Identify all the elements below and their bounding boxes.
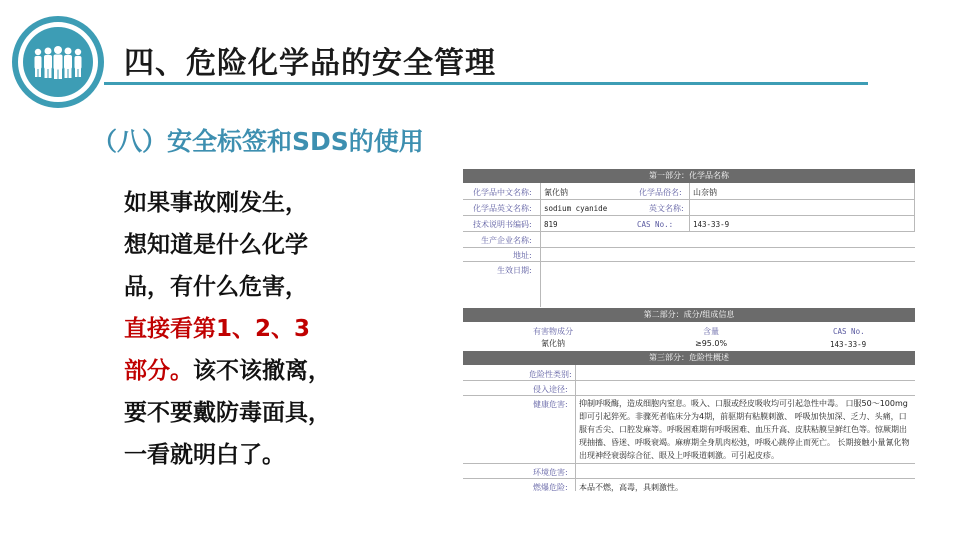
sds-col-component: 有害物成分	[533, 327, 573, 336]
grid-line	[463, 463, 915, 464]
sds-en-name-value: sodium cyanide	[544, 204, 608, 213]
sds-fire-text: 本品不燃，高毒，具刺激性。	[579, 483, 683, 492]
sds-common-name-value: 山奈钠	[693, 188, 717, 197]
sds-tech-no-label: 技术说明书编码:	[473, 220, 532, 229]
grid-line	[463, 247, 915, 248]
grid-line	[540, 183, 541, 307]
sds-fire-label: 燃爆危险:	[533, 483, 568, 492]
sds-en-name-label: 化学品英文名称:	[473, 204, 532, 213]
body-line-5	[124, 350, 454, 392]
sds-hazard-class-label: 危险性类别:	[529, 370, 572, 379]
sds-common-name-label: 化学品俗名:	[639, 188, 682, 197]
page-title: 四、危险化学品的安全管理	[124, 46, 496, 81]
sds-cas-value: 143-33-9	[693, 220, 730, 229]
sds-col-content: 含量	[703, 327, 719, 336]
body-line-5-rest: 该不该撤离，	[193, 358, 331, 384]
title-divider	[104, 82, 868, 85]
sds-route-label: 侵入途径:	[533, 385, 568, 394]
sds-cn-name-label: 化学品中文名称:	[473, 188, 532, 197]
sds-address-label: 地址:	[513, 251, 532, 260]
sds-cas-label: CAS No.:	[637, 220, 674, 229]
sds-cn-name-value: 氰化钠	[544, 188, 568, 197]
sds-date-label: 生效日期:	[497, 266, 532, 275]
grid-line	[914, 183, 915, 231]
sds-col-cas: CAS No.	[833, 327, 865, 336]
grid-line	[463, 380, 915, 381]
people-group-icon	[23, 27, 93, 97]
body-line-4-highlight: 直接看第1、2、3	[124, 316, 311, 342]
sds-document	[463, 169, 915, 491]
body-line-3: 品，有什么危害，	[124, 274, 308, 300]
sds-row-cas: 143-33-9	[830, 340, 867, 349]
body-line-2: 想知道是什么化学	[124, 232, 308, 258]
body-line-5-highlight: 部分。	[124, 358, 193, 384]
sds-section2-header: 第二部分：成分/组成信息	[463, 308, 915, 322]
sds-health-text: 抑制呼吸酶，造成细胞内窒息。吸入、口服或经皮吸收均可引起急性中毒。 口服50～100mg即可引起猝死。非骤死者临床分为4期，前驱期有粘膜刺激、 呼吸加快加深、乏力、头痛，口服有舌尖、口腔发麻等。呼吸困难期有呼吸困难、血压升高、皮肤粘膜呈鲜红色等。惊厥期出现抽搐、昏迷、呼吸衰竭。麻痹期全身肌肉松弛，呼吸心跳停止而死亡。 长期接触小量氰化物出现神经衰弱综合征、眼及上呼吸道刺激。可引起皮疹。	[579, 399, 910, 460]
grid-line	[463, 261, 915, 262]
sds-en-alias-label: 英文名称:	[649, 204, 684, 213]
body-line-1: 如果事故刚发生，	[124, 190, 308, 216]
section-subtitle: （八）安全标签和SDS的使用	[92, 127, 424, 156]
body-line-7: 一看就明白了。	[124, 442, 285, 468]
sds-row-content: ≥95.0%	[695, 339, 728, 348]
grid-line	[463, 395, 915, 396]
logo	[12, 16, 104, 108]
explanation-text	[124, 182, 454, 476]
sds-section3-header: 第三部分：危险性概述	[463, 351, 915, 365]
sds-maker-label: 生产企业名称:	[481, 236, 532, 245]
grid-line	[463, 231, 915, 232]
grid-line	[575, 365, 576, 491]
sds-env-label: 环境危害:	[533, 468, 568, 477]
sds-health-label: 健康危害:	[533, 400, 568, 409]
grid-line	[463, 478, 915, 479]
grid-line	[689, 183, 690, 231]
sds-row-component: 氰化钠	[541, 339, 565, 348]
sds-section1-header: 第一部分：化学品名称	[463, 169, 915, 183]
sds-tech-no-value: 819	[544, 220, 558, 229]
body-line-6: 要不要戴防毒面具，	[124, 400, 331, 426]
